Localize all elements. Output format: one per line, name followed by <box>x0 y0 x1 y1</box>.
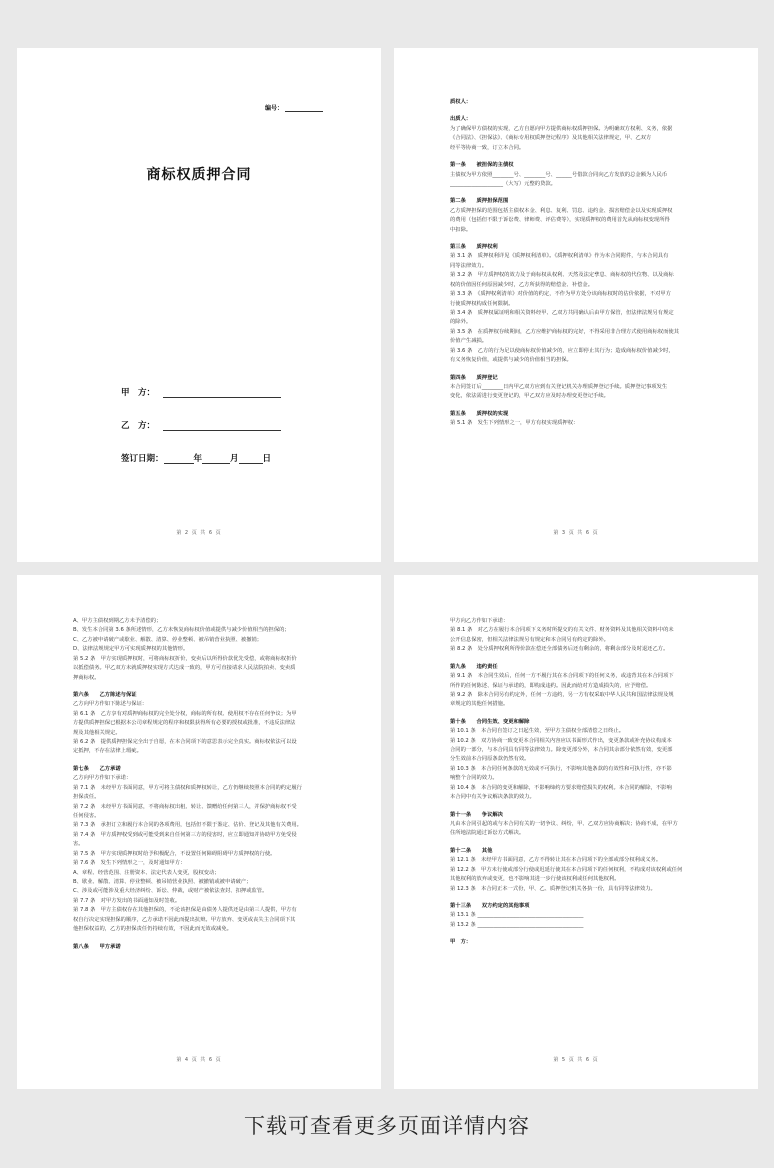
text-line: 所作的任何陈述、保证与承诺的，即构成违约。因此而给对方造成损失的，应予赔偿。 <box>450 682 652 689</box>
document-title: 商标权质押合同 <box>146 167 252 183</box>
party-b-label: 乙 方： <box>121 421 156 431</box>
text-line: 第 6.1 条 乙方享有对质押商标权的完全处分权，商标的所有权、使用权不存在任何争议；为甲 <box>73 710 297 717</box>
text-line: 《合同法》、《担保法》、《商标专用权质押登记程序》及其他相关法律规定，甲、乙双方 <box>450 135 652 142</box>
section-heading: 甲 方： <box>450 939 472 946</box>
text-line: 响整个合同的效力。 <box>450 775 498 782</box>
text-line: 第 7.6 条 发生下列情形之一，及时通知甲方： <box>73 860 186 867</box>
text-line: 第 3.1 条 质押权利详见《质押权利清单》。《质押权利清单》作为本合同附件，与本合同具有 <box>450 253 669 260</box>
section-heading: 第四条 质押登记 <box>450 374 498 381</box>
page-body <box>450 617 710 948</box>
text-line: 本合同中有关争议解决条款的效力。 <box>450 794 535 801</box>
section-heading: 第十一条 争议解决 <box>450 811 503 818</box>
text-line: 中扣除。 <box>450 226 472 233</box>
page-footer: 第 5 页 共 6 页 <box>553 1057 599 1063</box>
text-line: A、甲方主债权到期乙方未予清偿的； <box>73 618 162 624</box>
text-line: 第 5.1 条 发生下列情形之一，甲方有权实现质押权： <box>450 420 579 427</box>
text-line: 乙方向甲方作如下陈述与保证： <box>73 701 148 708</box>
text-line: C、涉及或可能涉及重大经济纠纷、诉讼、仲裁，或财产被依法查封、扣押或监管。 <box>73 888 268 895</box>
section-heading: 第十二条 其他 <box>450 847 493 854</box>
text-line: 第 3.4 条 质押权属证明和相关资料经甲、乙双方共同确认后由甲方保管，但法律法规另有规定 <box>450 310 674 317</box>
text-line: 的除外。 <box>450 319 472 326</box>
month-blank <box>202 455 230 464</box>
contract-number-line <box>285 106 323 112</box>
text-line: 第 7.5 条 甲方实现质押权时给予积极配合，不设置任何障碍阻碍甲方质押权的行使。 <box>73 850 276 857</box>
section-heading: 第五条 质押权的实现 <box>450 410 509 417</box>
text-line: 第 7.4 条 甲方质押权受到或可能受到来自任何第三方的侵害时，应立即通知并协助甲方免受侵 <box>73 831 297 838</box>
text-line: 第 7.7 条 对甲方发出的书面通知及时签收。 <box>73 897 181 904</box>
page-footer: 第 2 页 共 6 页 <box>176 530 222 536</box>
section-heading: 出质人： <box>450 116 472 123</box>
page-body <box>73 617 333 952</box>
sign-date-line <box>121 452 271 464</box>
text-line: B、歇业、解散、清算、停业整顿、被吊销营业执照、被撤销或被申请破产； <box>73 878 252 885</box>
text-line: 乙方质押担保的范围包括主债权本金、利息、复利、罚息、违约金、损害赔偿金以及实现质押权 <box>450 207 673 214</box>
download-caption[interactable]: 下载可查看更多页面详情内容 <box>244 1114 530 1138</box>
text-line: 凡由本合同引起的或与本合同有关的一切争议、纠纷，甲、乙双方应协商解决；协商不成，在甲方 <box>450 821 678 828</box>
party-a-label: 甲 方： <box>121 388 156 398</box>
text-line: 本合同签订后________日内甲乙双方应到有关登记机关办理质押登记手续。质押登记事项发生 <box>450 383 668 390</box>
text-line: 第 7.1 条 未经甲方书面同意，甲方可将主债权和质押权转让，乙方仍继续按照本合同的约定履行 <box>73 784 302 791</box>
text-line: 合同的一部分，与本合同具有同等法律效力。除变更部分外，本合同其余部分依然有效，变更部 <box>450 747 673 754</box>
text-line: 第 5.2 条 甲方实现质押权时，可将商标权折价，变卖后以所得价款优先受偿，或将商标权折价 <box>73 655 297 662</box>
text-line: 任何侵害。 <box>73 813 100 820</box>
text-line: 第 3.6 条 乙方的行为足以使商标权价值减少的，应立即停止其行为；造成商标权价值减少时， <box>450 347 674 354</box>
contract-number-label: 编号： <box>265 105 284 112</box>
section-heading: 第十三条 双方约定的其他事项 <box>450 902 530 909</box>
text-line: 乙方向甲方作如下承诺： <box>73 775 132 782</box>
text-line: 第 12.3 条 本合同正本一式份，甲、乙、质押登记机关各执一份，具有同等法律效力。 <box>450 885 656 892</box>
text-line: 第 8.1 条 对乙方在履行本合同项下义务时所提交的有关文件、财务资料及其他相关资料中的未 <box>450 627 674 634</box>
text-line: 主债权为甲方依照________号、________号、______号借款合同向乙方发放的总金额为人民币 <box>450 171 668 178</box>
year-label: 年 <box>193 454 203 464</box>
text-line: 第 6.2 条 提供质押担保完全出于自愿，在本合同项下的意思表示完全真实。商标权依法可以设 <box>73 739 297 746</box>
text-line: 第 13.1 条 ________________________________________ <box>450 912 584 919</box>
day-blank <box>239 455 263 464</box>
section-heading: 第一条 被担保的主债权 <box>450 162 514 169</box>
text-line: 第 3.2 条 甲方质押权的效力及于商标权从权利、天然及法定孳息、商标权的代位物、以及商标 <box>450 272 674 279</box>
text-line: 第 7.8 条 甲方主债权存在其他担保的，不论该担保是由债务人提供还是由第三人提供，甲方有 <box>73 907 297 914</box>
party-a-blank <box>163 389 281 398</box>
party-b-blank <box>163 422 281 431</box>
text-line: 第 13.2 条 ________________________________________ <box>450 921 584 928</box>
text-line: A、章程、经营范围、注册资本、法定代表人变更，股权变动； <box>73 869 220 876</box>
text-line: 章规定的其他任何措施。 <box>450 701 509 708</box>
text-line: 第 10.1 条 本合同自签订之日起生效，至甲方主债权全部清偿之日终止。 <box>450 728 625 735</box>
section-heading: 第八条 甲方承诺 <box>73 943 121 950</box>
sign-date-label: 签订日期： <box>121 454 164 464</box>
text-line: 定抵押，不存在法律上瑕疵。 <box>73 748 142 755</box>
text-line: 押商标权。 <box>73 674 100 681</box>
text-line: 有义务恢复价值，或提供与减少的价值相当的担保。 <box>450 357 572 364</box>
text-line: 的费用（包括但不限于诉讼费、律师费、评估费等），实现质押权的费用首先从商标权变现所得 <box>450 217 670 224</box>
text-line: 价值产生减损。 <box>450 338 488 345</box>
text-line: 规及其他相关规定。 <box>73 729 121 736</box>
text-line: 第 9.1 条 本合同生效后，任何一方不履行其在本合同项下的任何义务，或违背其在本合同项下 <box>450 673 674 680</box>
text-line: 第 10.3 条 本合同任何条款的无效或不可执行，不影响其他条款的有效性和可执行性，亦不影 <box>450 765 672 772</box>
text-line: 同等法律效力。 <box>450 262 488 269</box>
section-heading: 第六条 乙方陈述与保证 <box>73 691 137 698</box>
text-line: 以抵偿债务。甲乙双方未就质押权实现方式达成一致的，甲方可直接请求人民法院拍卖、变卖质 <box>73 665 296 672</box>
section-heading: 质权人： <box>450 99 472 105</box>
document-page-2 <box>394 48 758 562</box>
party-b-line <box>121 419 281 431</box>
text-line: 变化，依法需进行变更登记的，甲乙双方应及时办理变更登记手续。 <box>450 393 609 400</box>
text-line: 第 3.3 条 《质押权利清单》对价值的约定，不作为甲方处分该商标权时的估价依据，不对甲方 <box>450 291 672 298</box>
page-body <box>450 90 710 429</box>
text-line: 行使质押权构成任何限制。 <box>450 300 514 307</box>
month-label: 月 <box>230 454 239 464</box>
text-line: C、乙方被申请破产或歇业、解散、清算、停业整顿、被吊销营业执照、被撤销； <box>73 636 263 643</box>
section-heading: 第二条 质押担保范围 <box>450 198 509 205</box>
document-page-cover <box>17 48 381 562</box>
section-heading: 第七条 乙方承诺 <box>73 765 121 772</box>
text-line: 住所地法院通过诉讼方式解决。 <box>450 830 525 837</box>
text-line: 权自行决定实现担保的顺序，乙方承诺不因此而提出抗辩。甲方放弃、变更或丧失主合同项下其 <box>73 916 296 923</box>
text-line: D、法律法规规定甲方可实现质押权的其他情形。 <box>73 646 189 653</box>
section-heading: 第三条 质押权利 <box>450 244 498 251</box>
text-line: 为了确保甲方债权的实现，乙方自愿向甲方提供商标权质押担保。为明确双方权利、义务，依据 <box>450 125 673 132</box>
contract-number <box>265 103 323 112</box>
day-label: 日 <box>262 454 272 464</box>
text-line: 害。 <box>73 841 84 848</box>
text-line: 第 8.2 条 处分质押权利所得价款在偿还全部债务后还有剩余的，将剩余部分及时退还乙方。 <box>450 646 669 653</box>
document-page-3 <box>17 575 381 1089</box>
text-line: 经平等协商一致，订立本合同。 <box>450 144 525 151</box>
page-footer: 第 4 页 共 6 页 <box>176 1057 222 1063</box>
text-line: B、发生本合同第 3.6 条所述情形，乙方未恢复商标权价值或提供与减少价值相当的担保的； <box>73 627 290 634</box>
document-page-4 <box>394 575 758 1089</box>
text-line: 第 7.3 条 承担订立和履行本合同的各项费用，包括但不限于鉴定、估价、登记及其他有关费用。 <box>73 822 302 829</box>
text-line: 甲方向乙方作如下承诺： <box>450 618 509 624</box>
year-blank <box>164 455 194 464</box>
page-footer: 第 3 页 共 6 页 <box>553 530 599 536</box>
text-line: 第 10.4 条 本合同的变更和解除，不影响缔约方要求赔偿损失的权利。本合同的解除，不影响 <box>450 784 672 791</box>
text-line: 他担保权益的，乙方的担保责任仍持续有效，不因此而无效或减免。 <box>73 926 232 933</box>
text-line: ____________________（大写）元整的贷款。 <box>450 180 556 187</box>
text-line: 第 10.2 条 双方协商一致变更本合同相关内容应以书面形式作出，变更条款或补充协议构成本 <box>450 737 672 744</box>
text-line: 第 7.2 条 未经甲方书面同意，不将商标权出租、转让、馈赠给任何第三人，并保护商标权不受 <box>73 803 297 810</box>
text-line: 分生效前本合同原条款仍然有效。 <box>450 756 530 763</box>
text-line: 担保责任。 <box>73 794 100 801</box>
text-line: 方提供质押担保已根据本公司章程规定的程序和权限获得所有必要的授权或批准，不违反法律法 <box>73 720 296 727</box>
text-line: 其他权利的放弃或变更，也不影响其进一步行使该权利或任何其他权利。 <box>450 876 620 883</box>
text-line: 第 3.5 条 在质押权存续期间，乙方应维护商标权的完好，不得采用非合理方式使用商标权而使其 <box>450 328 679 335</box>
text-line: 公开信息保密，但相关法律法规另有规定和本合同另有约定的除外。 <box>450 636 609 643</box>
party-a-line <box>121 386 281 398</box>
section-heading: 第十条 合同生效、变更和解除 <box>450 718 530 725</box>
text-line: 权的价值因任何原因减少时，乙方所获得的赔偿金、补偿金。 <box>450 281 594 288</box>
text-line: 第 9.2 条 除本合同另有约定外，任何一方违约，另一方有权采取中华人民共和国法律法规及规 <box>450 691 674 698</box>
text-line: 第 12.2 条 甲方未行使或部分行使或迟延行使其在本合同项下的任何权利，不构成对该权利或任何 <box>450 866 683 873</box>
section-heading: 第九条 违约责任 <box>450 663 498 670</box>
text-line: 第 12.1 条 未经甲方书面同意，乙方不得转让其在本合同项下的全部或部分权利或义务。 <box>450 857 662 864</box>
